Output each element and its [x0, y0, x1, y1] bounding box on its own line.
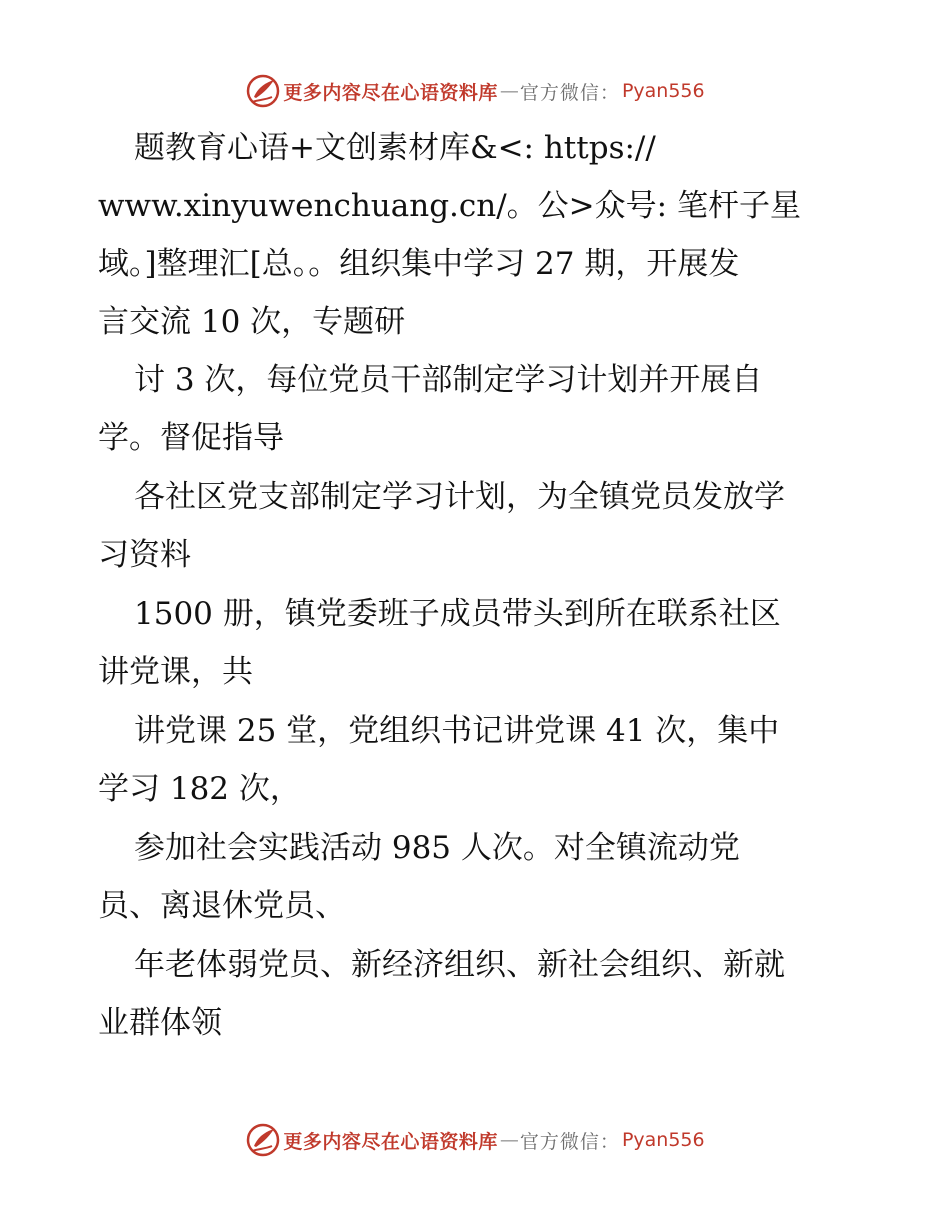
text-line: 题教育心语+文创素材库&<: https://: [134, 130, 656, 166]
text-line: 讨 3 次，每位党员干部制定学习计划并开展自: [134, 362, 763, 398]
watermark-wechat-label: 官方微信：: [519, 1130, 620, 1153]
watermark-wechat-id: Pyan556: [621, 80, 705, 102]
text-line: 学。督促指导: [98, 420, 284, 456]
text-line: 1500 册，镇党委班子成员带头到所在联系社区: [134, 596, 781, 632]
footer-watermark: [0, 1120, 950, 1160]
pen-logo-icon: [245, 73, 281, 109]
text-line: 讲党课，共: [98, 654, 253, 690]
text-line: www.xinyuwenchuang.cn/。公>众号: 笔杆子星: [98, 188, 801, 224]
text-line: 域。]整理汇[总。。组织集中学习 27 期，开展发: [98, 246, 740, 282]
watermark-dash: —: [499, 80, 518, 102]
watermark-wechat-label: 官方微信：: [519, 81, 620, 104]
text-line: 年老体弱党员、新经济组织、新社会组织、新就: [134, 947, 785, 983]
text-line: 员、离退休党员、: [98, 888, 346, 924]
text-line: 学习 182 次，: [98, 771, 301, 807]
text-line: 参加社会实践活动 985 人次。对全镇流动党: [134, 830, 740, 866]
watermark-wechat-id: Pyan556: [621, 1129, 705, 1151]
pen-logo-icon: [245, 1122, 281, 1158]
watermark-main-text: 更多内容尽在心语资料库: [283, 1130, 498, 1153]
header-watermark: [0, 71, 950, 111]
text-line: 言交流 10 次，专题研: [98, 304, 406, 340]
text-line: 各社区党支部制定学习计划，为全镇党员发放学: [134, 479, 785, 515]
text-line: 习资料: [98, 537, 191, 573]
text-line: 讲党课 25 堂，党组织书记讲党课 41 次，集中: [134, 713, 780, 749]
watermark-main-text: 更多内容尽在心语资料库: [283, 81, 498, 104]
watermark-dash: —: [499, 1129, 518, 1151]
text-line: 业群体领: [98, 1005, 222, 1041]
